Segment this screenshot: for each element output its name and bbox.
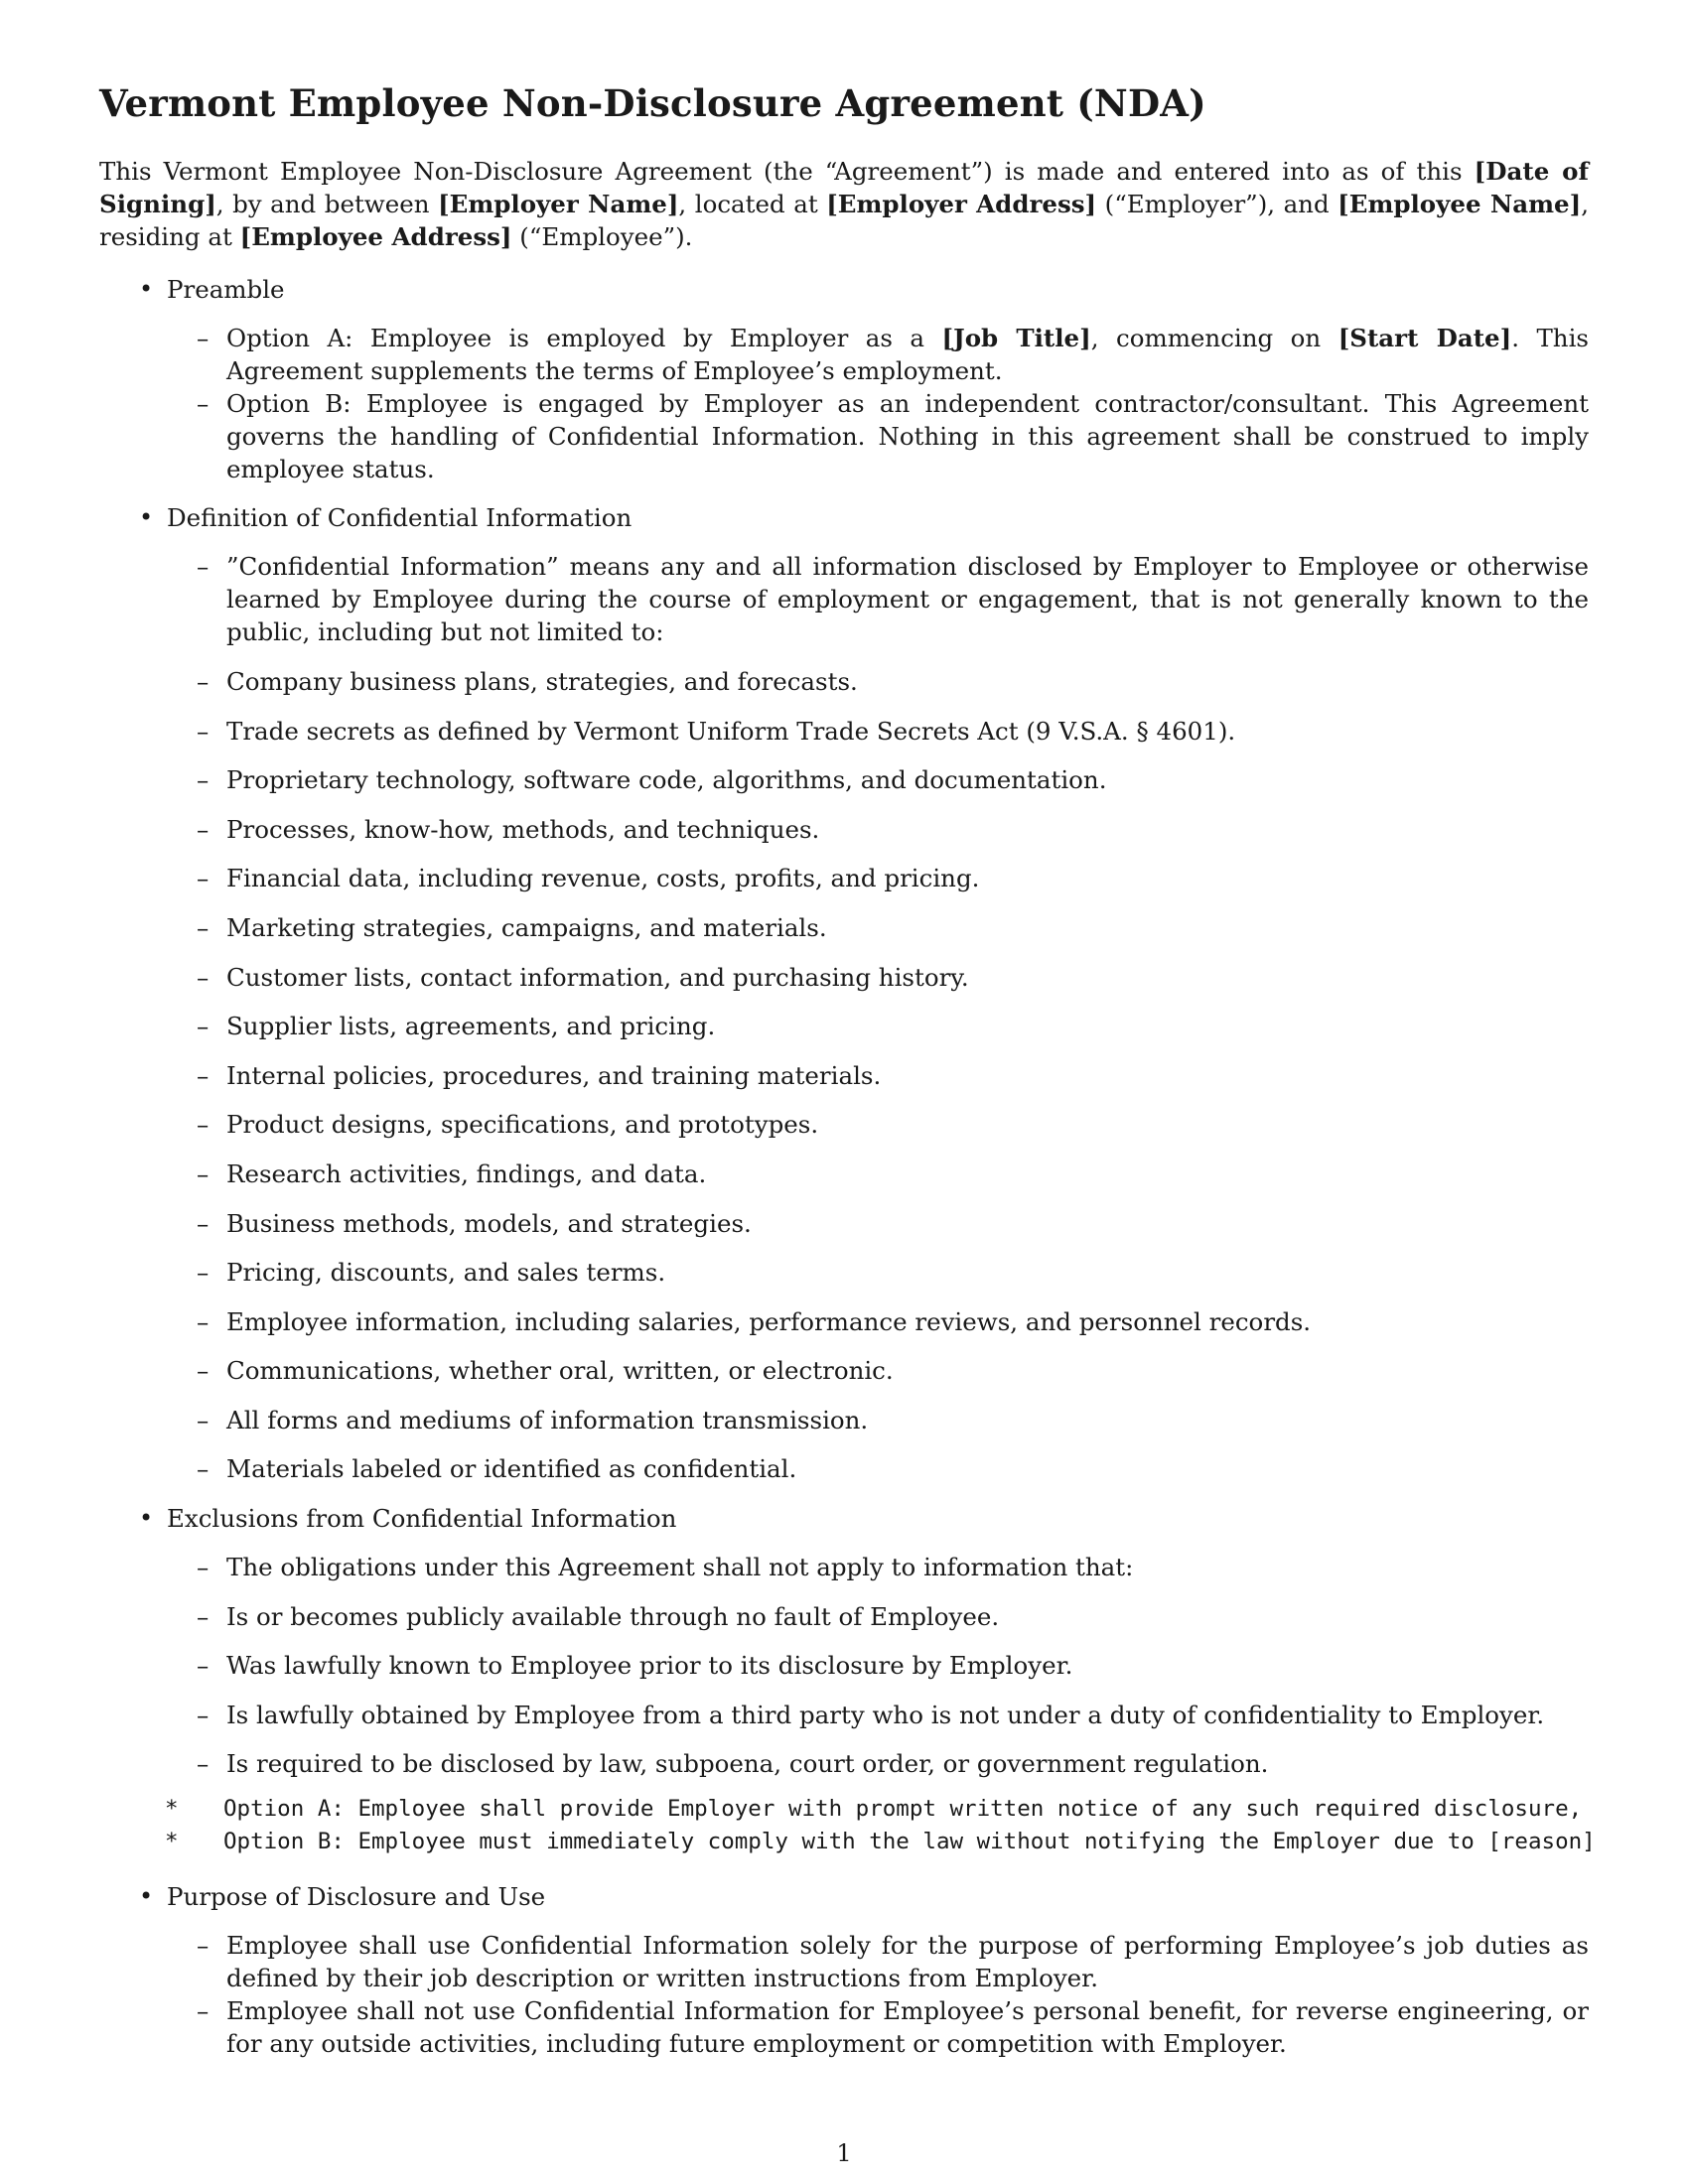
document-title: Vermont Employee Non-Disclosure Agreement (NDA) bbox=[99, 81, 1206, 125]
item-text: Is or becomes publicly available through no fault of Employee. bbox=[226, 1601, 1000, 1631]
employee-name-field: [Employee Name] bbox=[1337, 190, 1582, 219]
preamble-options bbox=[167, 322, 1589, 485]
intro-text: , by and between bbox=[215, 190, 439, 219]
option-text: Option A: Employee is employed by Employer as a bbox=[226, 324, 942, 353]
item-text: Proprietary technology, software code, algorithms, and documentation. bbox=[226, 765, 1107, 795]
date-of-signing-field: [Date of Signing] bbox=[99, 157, 1589, 219]
preamble-option-a bbox=[167, 322, 1589, 387]
item-text: Customer lists, contact information, and purchasing history. bbox=[226, 962, 969, 992]
list-item bbox=[167, 1649, 1589, 1682]
section-title: Purpose of Disclosure and Use bbox=[167, 1882, 546, 1912]
section-list bbox=[99, 273, 1596, 2060]
exclusion-disclosure-options bbox=[165, 1793, 1596, 1858]
item-text: Employee shall use Confidential Information solely for the purpose of performing Employee’s job duties as defined by their job description or written instructions from Employer. bbox=[226, 1931, 1589, 1993]
dash-marker: – bbox=[197, 864, 210, 893]
item-text: Financial data, including revenue, costs, profits, and pricing. bbox=[226, 864, 980, 893]
list-item bbox=[167, 1929, 1589, 1994]
item-text: Communications, whether oral, written, or electronic. bbox=[226, 1356, 894, 1386]
list-item bbox=[167, 1404, 1589, 1436]
list-item bbox=[167, 1059, 1589, 1092]
bullet-marker: • bbox=[139, 275, 154, 304]
list-item bbox=[167, 763, 1589, 796]
section-title: Definition of Confidential Information bbox=[167, 503, 633, 533]
list-item bbox=[167, 1305, 1589, 1338]
list-item bbox=[167, 550, 1589, 648]
bullet-marker: • bbox=[139, 1504, 154, 1533]
list-item bbox=[167, 813, 1589, 846]
intro-text: (“Employee”). bbox=[511, 222, 693, 252]
item-text: ”Confidential Information” means any and all information disclosed by Employer to Employee or otherwise learned by Employee during the course of employment or engagement, that is not generally known to the public, including but not limited to: bbox=[226, 552, 1589, 647]
option-text: Option B: Employee must immediately comply with the law without notifying the Employer due to [reason] bbox=[223, 1829, 1596, 1855]
option-text: , commencing on bbox=[1090, 324, 1338, 353]
section-title: Preamble bbox=[167, 275, 285, 305]
dash-marker: – bbox=[197, 1208, 210, 1238]
item-text: Materials labeled or identified as confidential. bbox=[226, 1454, 797, 1484]
dash-marker: – bbox=[197, 962, 210, 992]
option-text: Option B: Employee is engaged by Employer as an independent contractor/consultant. This Agreement governs the handling of Confidential Information. Nothing in this agreement shall be construed to imply employee status. bbox=[226, 389, 1589, 484]
section-title: Exclusions from Confidential Information bbox=[167, 1504, 677, 1534]
item-text: Is lawfully obtained by Employee from a third party who is not under a duty of confidentiality to Employer. bbox=[226, 1700, 1545, 1729]
list-item bbox=[167, 1010, 1589, 1042]
item-text: Employee information, including salaries, performance reviews, and personnel records. bbox=[226, 1306, 1312, 1336]
list-item bbox=[167, 1994, 1589, 2060]
job-title-field: [Job Title] bbox=[941, 324, 1091, 353]
intro-text: , located at bbox=[678, 190, 827, 219]
item-text: The obligations under this Agreement shall not apply to information that: bbox=[226, 1553, 1134, 1582]
item-text: Is required to be disclosed by law, subpoena, court order, or government regulation. bbox=[226, 1749, 1269, 1779]
employee-address-field: [Employee Address] bbox=[239, 222, 512, 252]
section-exclusions bbox=[99, 1502, 1596, 1858]
list-item bbox=[167, 1551, 1589, 1583]
disclosure-option-b bbox=[99, 1826, 1688, 1858]
dash-marker: – bbox=[197, 1258, 210, 1288]
item-text: Business methods, models, and strategies. bbox=[226, 1208, 752, 1238]
dash-marker: – bbox=[197, 765, 210, 795]
item-text: Company business plans, strategies, and forecasts. bbox=[226, 666, 858, 696]
item-text: Marketing strategies, campaigns, and materials. bbox=[226, 912, 827, 942]
option-text: . This Agreement supplements the terms of Employee’s employment. bbox=[226, 324, 1589, 386]
dash-marker: – bbox=[197, 324, 210, 353]
item-text: Trade secrets as defined by Vermont Uniform Trade Secrets Act (9 V.S.A. § 4601). bbox=[226, 716, 1236, 746]
dash-marker: – bbox=[197, 1931, 210, 1961]
intro-text: , residing at bbox=[99, 190, 1589, 252]
list-item bbox=[167, 862, 1589, 894]
item-text: Was lawfully known to Employee prior to its disclosure by Employer. bbox=[226, 1651, 1073, 1681]
star-marker: * bbox=[165, 1796, 179, 1823]
page-number: 1 bbox=[836, 2139, 852, 2167]
item-text: Employee shall not use Confidential Information for Employee’s personal benefit, for reverse engineering, or for any outside activities, including future employment or competition with Employer. bbox=[226, 1996, 1589, 2059]
list-item bbox=[167, 665, 1589, 698]
dash-marker: – bbox=[197, 1356, 210, 1386]
item-text: Research activities, findings, and data. bbox=[226, 1159, 707, 1188]
list-item bbox=[167, 1452, 1589, 1485]
dash-marker: – bbox=[197, 1601, 210, 1631]
dash-marker: – bbox=[197, 1110, 210, 1140]
dash-marker: – bbox=[197, 1159, 210, 1188]
section-preamble bbox=[99, 273, 1589, 485]
section-definition bbox=[99, 501, 1589, 1485]
dash-marker: – bbox=[197, 814, 210, 844]
document-page bbox=[99, 81, 1596, 2076]
dash-marker: – bbox=[197, 1749, 210, 1779]
list-item bbox=[167, 1354, 1589, 1387]
list-item bbox=[167, 911, 1589, 944]
dash-marker: – bbox=[197, 1060, 210, 1090]
dash-marker: – bbox=[197, 666, 210, 696]
dash-marker: – bbox=[197, 1700, 210, 1729]
list-item bbox=[167, 1600, 1589, 1633]
intro-paragraph bbox=[99, 155, 1589, 253]
employer-name-field: [Employer Name] bbox=[438, 190, 679, 219]
list-item bbox=[167, 715, 1589, 748]
bullet-marker: • bbox=[139, 1882, 154, 1911]
start-date-field: [Start Date] bbox=[1337, 324, 1512, 353]
item-text: Pricing, discounts, and sales terms. bbox=[226, 1258, 666, 1288]
dash-marker: – bbox=[197, 912, 210, 942]
list-item bbox=[167, 1158, 1589, 1190]
star-marker: * bbox=[165, 1829, 179, 1855]
item-text: All forms and mediums of information transmission. bbox=[226, 1405, 869, 1434]
dash-marker: – bbox=[197, 1454, 210, 1484]
definition-items bbox=[167, 550, 1589, 1485]
item-text: Processes, know-how, methods, and techniques. bbox=[226, 814, 820, 844]
dash-marker: – bbox=[197, 552, 210, 582]
purpose-items bbox=[167, 1929, 1589, 2060]
list-item bbox=[167, 1747, 1589, 1780]
option-text: Option A: Employee shall provide Employer with prompt written notice of any such required disclosure, bbox=[223, 1796, 1583, 1823]
list-item bbox=[167, 1699, 1589, 1731]
list-item bbox=[167, 1108, 1589, 1141]
list-item bbox=[167, 961, 1589, 994]
intro-text: (“Employer”), and bbox=[1096, 190, 1338, 219]
dash-marker: – bbox=[197, 389, 210, 419]
intro-text: This Vermont Employee Non-Disclosure Agreement (the “Agreement”) is made and entered into as of this bbox=[99, 157, 1475, 187]
list-item bbox=[167, 1207, 1589, 1240]
disclosure-option-a bbox=[99, 1793, 1688, 1826]
item-text: Internal policies, procedures, and training materials. bbox=[226, 1060, 882, 1090]
dash-marker: – bbox=[197, 716, 210, 746]
dash-marker: – bbox=[197, 1306, 210, 1336]
item-text: Product designs, specifications, and prototypes. bbox=[226, 1110, 819, 1140]
dash-marker: – bbox=[197, 1996, 210, 2026]
preamble-option-b bbox=[167, 387, 1589, 485]
dash-marker: – bbox=[197, 1553, 210, 1582]
dash-marker: – bbox=[197, 1405, 210, 1434]
item-text: Supplier lists, agreements, and pricing. bbox=[226, 1012, 716, 1041]
dash-marker: – bbox=[197, 1012, 210, 1041]
bullet-marker: • bbox=[139, 503, 154, 532]
section-purpose bbox=[99, 1880, 1589, 2060]
employer-address-field: [Employer Address] bbox=[826, 190, 1097, 219]
list-item bbox=[167, 1256, 1589, 1289]
dash-marker: – bbox=[197, 1651, 210, 1681]
exclusion-items bbox=[167, 1551, 1589, 1780]
